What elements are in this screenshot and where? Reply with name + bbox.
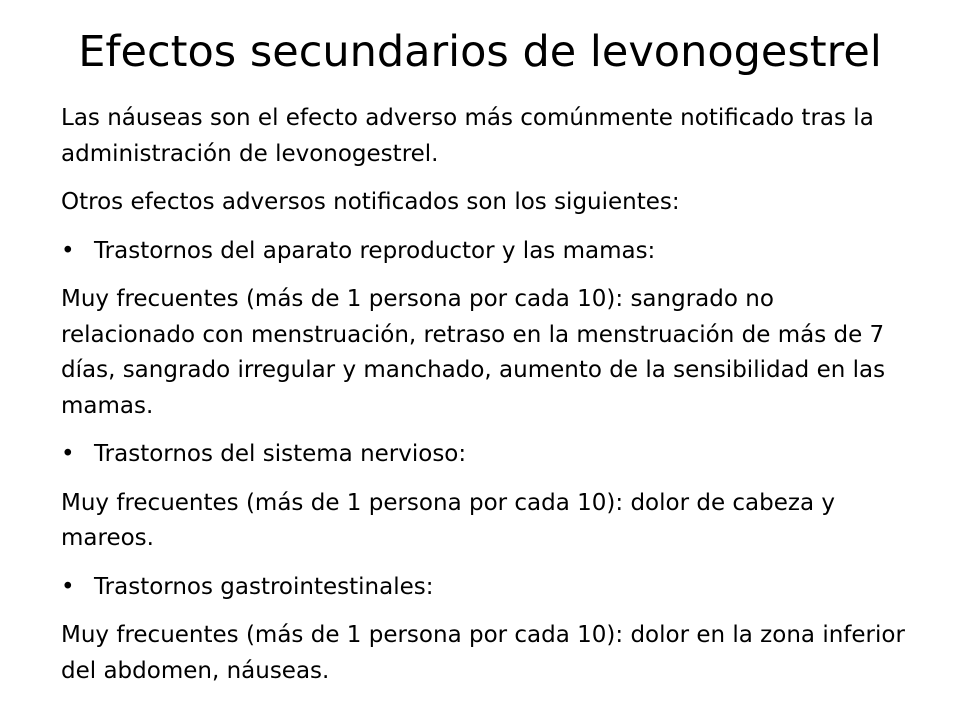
bullet-dot-icon: • xyxy=(61,573,75,600)
section-detail: Muy frecuentes (más de 1 persona por cada 10): dolor de cabeza y mareos. xyxy=(61,489,835,551)
bullet-dot-icon: • xyxy=(61,237,75,264)
bullet-item-gastrointestinal xyxy=(61,570,911,606)
slide-title: Efectos secundarios de levonogestrel xyxy=(78,27,882,77)
section-detail: Muy frecuentes (más de 1 persona por cada 10): sangrado no relacionado con menstruación, retraso en la menstruación de más de 7 días, sangrado irregular y manchado, aumento de la sensibilidad en las mamas. xyxy=(61,286,886,419)
bullet-dot-icon: • xyxy=(61,441,75,467)
bullet-heading: Trastornos gastrointestinales: xyxy=(94,573,434,600)
bullet-item-reproductive xyxy=(61,234,911,270)
intro-paragraph: Las náuseas son el efecto adverso más comúnmente notificado tras la administración de levonogestrel. xyxy=(61,105,874,167)
bullet-heading: Trastornos del sistema nervioso: xyxy=(94,441,467,467)
slide-body xyxy=(61,101,911,702)
lead-paragraph: Otros efectos adversos notificados son los siguientes: xyxy=(61,189,680,215)
bullet-heading: Trastornos del aparato reproductor y las mamas: xyxy=(94,237,656,264)
bullet-item-nervous xyxy=(61,437,911,473)
section-detail: Muy frecuentes (más de 1 persona por cada 10): dolor en la zona inferior del abdomen, náuseas. xyxy=(61,622,905,684)
